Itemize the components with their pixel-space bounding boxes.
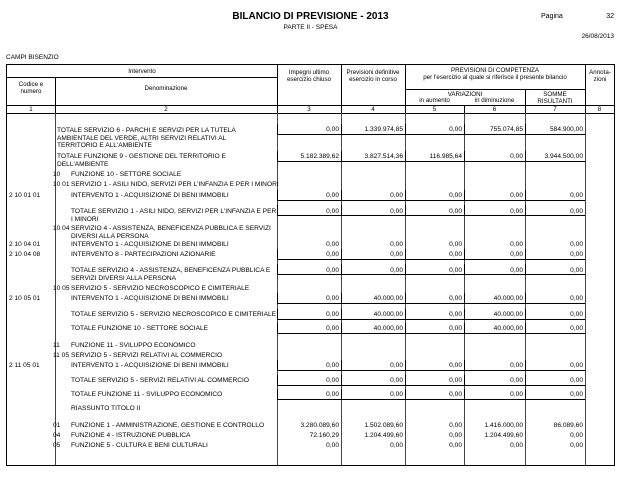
col-codice: Codice e numero	[18, 81, 44, 96]
row-aumento: 0,00	[449, 126, 462, 133]
row-somme: 0,00	[570, 208, 583, 215]
row-impegni: 0,00	[326, 192, 339, 199]
row-somme: 0,00	[570, 267, 583, 274]
row-code: 2 10 04 01	[9, 241, 41, 248]
row-desc: RIASSUNTO TITOLO II	[71, 405, 141, 412]
row-impegni: 0,00	[326, 126, 339, 133]
row-previsioni: 0,00	[390, 391, 403, 398]
row-somme: 0,00	[570, 325, 583, 332]
row-desc: TOTALE SERVIZIO 6 - PARCHI E SERVIZI PER LA TUTELA AMBIENTALE DEL VERDE, ALTRI SERVIZI RELATIVI AL TERRITORIO E ALL'AMBIENTE	[57, 127, 236, 150]
row-diminuzione: 0,00	[510, 442, 523, 449]
row-diminuzione: 0,00	[510, 153, 523, 160]
row-somme: 0,00	[570, 432, 583, 439]
row-desc: SERVIZIO 5 - SERVIZI RELATIVI AL COMMERCIO	[71, 352, 223, 359]
row-previsioni: 40.000,00	[373, 325, 403, 332]
row-impegni: 5.182.389,62	[300, 153, 339, 160]
row-diminuzione: 40.000,00	[493, 311, 523, 318]
row-desc: FUNZIONE 4 - ISTRUZIONE PUBBLICA	[71, 432, 191, 439]
row-previsioni: 40.000,00	[373, 311, 403, 318]
row-diminuzione: 40.000,00	[493, 325, 523, 332]
col-competenza: PREVISIONI DI COMPETENZA	[450, 67, 539, 74]
row-previsioni: 0,00	[390, 241, 403, 248]
row-impegni: 0,00	[326, 251, 339, 258]
row-aumento: 0,00	[449, 432, 462, 439]
row-code: 2 11 05 01	[9, 362, 40, 369]
row-desc: INTERVENTO 8 - PARTECIPAZIONI AZIONARIE	[71, 251, 216, 258]
report-subtitle: PARTE II - SPESA	[283, 24, 338, 31]
row-desc: FUNZIONE 11 - SVILUPPO ECONOMICO	[71, 342, 196, 349]
col-number-2: 2	[164, 106, 168, 113]
row-desc: FUNZIONE 1 - AMMINISTRAZIONE, GESTIONE E CONTROLLO	[71, 422, 265, 429]
row-impegni: 0,00	[326, 442, 339, 449]
row-desc: SERVIZIO 4 - ASSISTENZA, BENEFICENZA PUBBLICA E SERVIZI DIVERSI ALLA PERSONA	[71, 225, 271, 240]
row-aumento: 0,00	[449, 377, 462, 384]
report-date: 26/08/2013	[581, 33, 614, 40]
row-somme: 0,00	[570, 362, 583, 369]
row-diminuzione: 0,00	[510, 241, 523, 248]
row-desc: INTERVENTO 1 - ACQUISIZIONE DI BENI IMMOBILI	[71, 241, 229, 248]
col-somme: SOMME RISULTANTI	[537, 91, 573, 106]
col-impegni: Impegni ultimo esercizio chiuso	[286, 69, 332, 84]
row-aumento: 0,00	[449, 362, 462, 369]
row-previsioni: 0,00	[390, 251, 403, 258]
row-code: 2 10 01 01	[9, 192, 41, 199]
row-previsioni: 40.000,00	[373, 295, 403, 302]
row-impegni: 0,00	[326, 241, 339, 248]
col-previsioni: Previsioni definitive esercizio in corso	[346, 69, 400, 84]
row-desc: TOTALE FUNZIONE 11 - SVILUPPO ECONOMICO	[71, 391, 223, 398]
col-in-aumento: in aumento	[419, 97, 450, 104]
row-aumento: 0,00	[449, 192, 462, 199]
col-number-1: 1	[29, 106, 33, 113]
row-aumento: 0,00	[449, 208, 462, 215]
row-previsioni: 0,00	[390, 208, 403, 215]
row-aumento: 0,00	[449, 311, 462, 318]
row-desc: INTERVENTO 1 - ACQUISIZIONE DI BENI IMMOBILI	[71, 192, 229, 199]
row-code: 10 01	[53, 181, 70, 188]
row-impegni: 0,00	[326, 267, 339, 274]
row-somme: 0,00	[570, 192, 583, 199]
row-aumento: 0,00	[449, 267, 462, 274]
row-somme: 0,00	[570, 442, 583, 449]
row-aumento: 0,00	[449, 422, 462, 429]
col-number-3: 3	[307, 106, 311, 113]
row-previsioni: 0,00	[390, 442, 403, 449]
row-impegni: 0,00	[326, 377, 339, 384]
row-code: 2 10 04 08	[9, 251, 41, 258]
col-number-6: 6	[492, 106, 497, 113]
row-impegni: 0,00	[326, 325, 339, 332]
col-number-4: 4	[371, 106, 375, 113]
row-desc: TOTALE SERVIZIO 1 - ASILI NIDO, SERVIZI PER L'INFANZIA E PER I MINORI	[71, 208, 277, 223]
row-desc: TOTALE SERVIZIO 5 - SERVIZI RELATIVI AL COMMERCIO	[71, 377, 249, 384]
budget-table	[6, 64, 615, 466]
row-previsioni: 1.502.089,60	[364, 422, 403, 429]
row-diminuzione: 1.416.000,00	[484, 422, 523, 429]
page-label: Pagina	[541, 13, 563, 20]
row-diminuzione: 0,00	[510, 208, 523, 215]
row-aumento: 0,00	[449, 442, 462, 449]
row-code: 10 04	[53, 225, 70, 232]
row-desc: INTERVENTO 1 - ACQUISIZIONE DI BENI IMMOBILI	[71, 295, 229, 302]
col-competenza-sub: per l'esercizio al quale si riferisce il presente bilancio	[423, 74, 567, 81]
row-previsioni: 1.204.499,60	[364, 432, 403, 439]
row-somme: 0,00	[570, 241, 583, 248]
row-aumento: 0,00	[449, 295, 462, 302]
col-number-5: 5	[432, 106, 437, 113]
col-denominazione: Denominazione	[144, 85, 188, 92]
row-impegni: 0,00	[326, 311, 339, 318]
row-desc: TOTALE SERVIZIO 4 - ASSISTENZA, BENEFICENZA PUBBLICA E SERVIZI DIVERSI ALLA PERSONA	[71, 267, 271, 282]
row-diminuzione: 0,00	[510, 251, 523, 258]
row-somme: 86.089,60	[553, 422, 583, 429]
row-desc: SERVIZIO 5 - SERVIZIO NECROSCOPICO E CIMITERIALE	[71, 285, 250, 292]
row-diminuzione: 0,00	[510, 267, 523, 274]
row-impegni: 3.280.089,60	[300, 422, 339, 429]
entity-name: CAMPI BISENZIO	[6, 54, 59, 61]
row-aumento: 0,00	[449, 325, 462, 332]
row-code: 11	[53, 342, 60, 349]
row-diminuzione: 755.074,85	[489, 126, 523, 133]
row-diminuzione: 0,00	[510, 391, 523, 398]
row-desc: INTERVENTO 1 - ACQUISIZIONE DI BENI IMMOBILI	[71, 362, 229, 369]
row-somme: 0,00	[570, 377, 583, 384]
row-somme: 0,00	[570, 295, 583, 302]
row-desc: FUNZIONE 10 - SETTORE SOCIALE	[71, 171, 182, 178]
report-title: BILANCIO DI PREVISIONE - 2013	[232, 11, 389, 22]
row-aumento: 0,00	[449, 241, 462, 248]
row-code: 11 05	[53, 352, 70, 359]
row-somme: 584.900,00	[549, 126, 583, 133]
row-impegni: 0,00	[326, 391, 339, 398]
row-diminuzione: 1.204.499,60	[484, 432, 523, 439]
col-variazioni: VARIAZIONI	[447, 91, 483, 98]
row-somme: 0,00	[570, 251, 583, 258]
row-diminuzione: 40.000,00	[493, 295, 523, 302]
row-diminuzione: 0,00	[510, 362, 523, 369]
row-somme: 0,00	[570, 391, 583, 398]
row-code: 10 05	[53, 285, 70, 292]
row-code: 01	[53, 422, 61, 429]
row-code: 05	[53, 442, 61, 449]
row-aumento: 0,00	[449, 251, 462, 258]
row-code: 04	[53, 432, 61, 439]
row-previsioni: 1.339.974,85	[364, 126, 403, 133]
row-somme: 3.944.500,00	[544, 153, 583, 160]
row-impegni: 0,00	[326, 362, 339, 369]
row-code: 2 10 05 01	[9, 295, 41, 302]
row-aumento: 0,00	[449, 391, 462, 398]
row-diminuzione: 0,00	[510, 192, 523, 199]
page-number: 32	[606, 13, 614, 20]
row-code: 10	[53, 171, 61, 178]
row-previsioni: 0,00	[390, 362, 403, 369]
row-impegni: 0,00	[326, 208, 339, 215]
row-previsioni: 3.827.514,36	[364, 153, 403, 160]
row-impegni: 72.160,29	[309, 432, 339, 439]
col-number-8: 8	[597, 106, 602, 113]
row-somme: 0,00	[570, 311, 583, 318]
row-desc: SERVIZIO 1 - ASILI NIDO, SERVIZI PER L'INFANZIA E PER I MINORI	[71, 181, 279, 188]
col-in-diminuzione: in diminuzione	[474, 97, 515, 104]
row-desc: TOTALE FUNZIONE 9 - GESTIONE DEL TERRITORIO E DELL'AMBIENTE	[57, 153, 226, 168]
row-desc: TOTALE FUNZIONE 10 - SETTORE SOCIALE	[71, 325, 209, 332]
row-impegni: 0,00	[326, 295, 339, 302]
row-desc: FUNZIONE 5 - CULTURA E BENI CULTURALI	[71, 442, 208, 449]
col-number-7: 7	[553, 106, 557, 113]
row-previsioni: 0,00	[390, 377, 403, 384]
col-annotazioni: Annota- zioni	[589, 69, 611, 84]
row-desc: TOTALE SERVIZIO 5 - SERVIZIO NECROSCOPICO E CIMITERIALE	[71, 311, 277, 318]
row-aumento: 116.985,64	[429, 153, 462, 160]
row-previsioni: 0,00	[390, 267, 403, 274]
col-intervento: Intervento	[128, 68, 156, 75]
row-previsioni: 0,00	[390, 192, 403, 199]
row-diminuzione: 0,00	[510, 377, 523, 384]
